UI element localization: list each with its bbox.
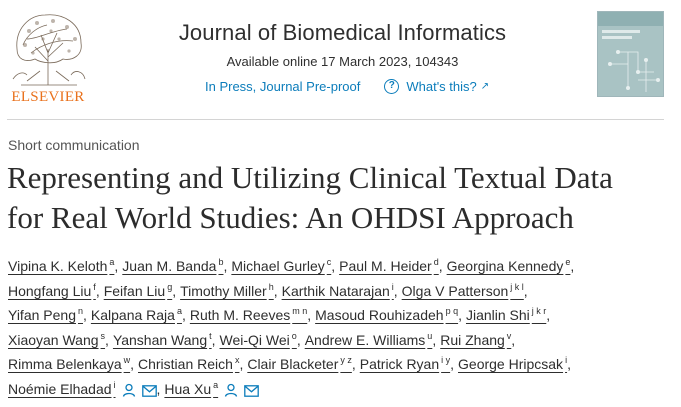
- author-affiliation-marker[interactable]: f: [93, 281, 96, 292]
- article-title-line-1: Representing and Utilizing Clinical Textual Data: [7, 160, 613, 195]
- author-name[interactable]: Christian Reich $^x$: [138, 355, 240, 372]
- author-name[interactable]: Juan M. Banda $^b$: [122, 257, 224, 274]
- author-name[interactable]: Clair Blacketer $^{y z}$: [247, 355, 352, 372]
- status-link[interactable]: In Press, Journal Pre-proof: [205, 78, 361, 94]
- author-affiliation-marker[interactable]: e: [565, 257, 571, 267]
- journal-cover-thumbnail[interactable]: [597, 11, 664, 97]
- author-line: [8, 279, 678, 304]
- author-name[interactable]: Andrew E. Williams $^u$: [304, 330, 433, 348]
- author-name[interactable]: Olga V Patterson $^{j k l}$: [401, 281, 524, 299]
- author-separator: ,: [105, 331, 109, 348]
- author-separator: ,: [181, 307, 186, 323]
- author-affiliation-marker[interactable]: j k l: [510, 281, 524, 292]
- author-name[interactable]: Rimma Belenkaya $^w$: [8, 355, 131, 372]
- author-name[interactable]: Kalpana Raja $^a$: [90, 306, 182, 323]
- author-line: [8, 328, 678, 353]
- author-affiliation-marker[interactable]: a: [213, 379, 219, 390]
- author-separator: ,: [331, 258, 336, 274]
- author-separator: ,: [450, 356, 455, 372]
- author-affiliation-marker[interactable]: m n: [292, 306, 308, 316]
- author-affiliation-marker[interactable]: i: [565, 355, 568, 365]
- author-line: [8, 303, 678, 328]
- author-name[interactable]: Xiaoyan Wang $^s$: [8, 330, 106, 348]
- author-separator: ,: [130, 356, 134, 372]
- header-divider: [7, 119, 664, 120]
- author-name[interactable]: George Hripcsak $^i$: [458, 355, 568, 372]
- article-title-line-2: for Real World Studies: An OHDSI Approach: [7, 200, 574, 235]
- author-list: [8, 254, 678, 401]
- author-name[interactable]: Michael Gurley $^c$: [231, 257, 332, 274]
- article-type: Short communication: [8, 137, 140, 153]
- author-separator: ,: [156, 380, 161, 397]
- author-separator: ,: [95, 282, 100, 299]
- author-name[interactable]: Wei-Qi Wei $^o$: [219, 330, 297, 348]
- author-separator: ,: [114, 258, 119, 274]
- person-icon[interactable]: [224, 380, 238, 405]
- author-separator: ,: [511, 331, 516, 348]
- author-affiliation-marker[interactable]: i: [113, 379, 116, 390]
- author-affiliation-marker[interactable]: d: [433, 257, 439, 267]
- author-affiliation-marker[interactable]: g: [167, 281, 173, 292]
- author-name[interactable]: Timothy Miller $^h$: [180, 281, 274, 299]
- author-name[interactable]: Hua Xu $^a$: [164, 379, 219, 397]
- author-separator: ,: [307, 307, 312, 323]
- author-name[interactable]: Karthik Natarajan $^i$: [281, 281, 394, 299]
- author-separator: ,: [570, 258, 575, 274]
- author-name[interactable]: Jianlin Shi $^{j k r}$: [465, 306, 547, 323]
- elsevier-tree-icon: [7, 9, 89, 87]
- author-affiliation-marker[interactable]: c: [326, 257, 332, 267]
- author-separator: ,: [223, 258, 228, 274]
- author-affiliation-marker[interactable]: p q: [445, 306, 459, 316]
- available-online-date: Available online 17 March 2023, 104343: [226, 54, 459, 69]
- question-circle-icon[interactable]: ?: [384, 79, 399, 94]
- author-separator: ,: [438, 258, 443, 274]
- author-affiliation-marker[interactable]: u: [427, 330, 433, 341]
- author-separator: ,: [296, 331, 301, 348]
- mail-icon[interactable]: [142, 380, 157, 405]
- author-separator: ,: [393, 282, 398, 299]
- author-affiliation-marker[interactable]: y z: [340, 355, 352, 365]
- author-affiliation-marker[interactable]: w: [123, 355, 131, 365]
- author-name[interactable]: Feifan Liu $^g$: [103, 281, 173, 299]
- author-name[interactable]: Noémie Elhadad $^i$: [8, 379, 116, 397]
- author-separator: ,: [546, 307, 551, 323]
- author-line: [8, 352, 678, 377]
- author-separator: ,: [458, 307, 462, 323]
- author-affiliation-marker[interactable]: h: [268, 281, 274, 292]
- author-affiliation-marker[interactable]: i y: [441, 355, 451, 365]
- author-affiliation-marker[interactable]: a: [176, 306, 182, 316]
- author-affiliation-marker[interactable]: a: [109, 257, 115, 267]
- author-affiliation-marker[interactable]: t: [209, 330, 212, 341]
- author-affiliation-marker[interactable]: j k r: [531, 306, 547, 316]
- author-separator: ,: [83, 307, 87, 323]
- author-separator: ,: [432, 331, 437, 348]
- author-separator: ,: [567, 356, 571, 372]
- author-name[interactable]: Yifan Peng $^n$: [8, 306, 83, 323]
- journal-header: [0, 0, 681, 120]
- author-separator: ,: [172, 282, 177, 299]
- person-icon[interactable]: [122, 380, 136, 405]
- elsevier-wordmark: ELSEVIER: [11, 89, 85, 105]
- author-separator: ,: [211, 331, 216, 348]
- elsevier-logo[interactable]: [7, 9, 89, 105]
- article-status-row: [205, 77, 489, 95]
- author-name[interactable]: Yanshan Wang $^t$: [112, 330, 212, 348]
- author-name[interactable]: Paul M. Heider $^d$: [339, 257, 439, 274]
- author-name[interactable]: Vipina K. Keloth $^a$: [8, 257, 115, 274]
- cover-image-icon: [598, 12, 663, 96]
- author-name[interactable]: Ruth M. Reeves $^{m n}$: [189, 306, 308, 323]
- author-name[interactable]: Georgina Kennedy $^e$: [446, 257, 571, 274]
- author-affiliation-marker[interactable]: n: [77, 306, 83, 316]
- author-affiliation-marker[interactable]: x: [234, 355, 240, 365]
- author-separator: ,: [273, 282, 278, 299]
- author-separator: ,: [239, 356, 244, 372]
- author-line: [8, 377, 678, 402]
- author-affiliation-marker[interactable]: v: [506, 330, 512, 341]
- author-name[interactable]: Patrick Ryan $^{i y}$: [359, 355, 451, 372]
- author-affiliation-marker[interactable]: o: [291, 330, 297, 341]
- author-affiliation-marker[interactable]: b: [218, 257, 224, 267]
- author-affiliation-marker[interactable]: s: [100, 330, 106, 341]
- article-title: [7, 158, 677, 238]
- author-separator: ,: [351, 356, 356, 372]
- journal-title[interactable]: Journal of Biomedical Informatics: [178, 20, 507, 45]
- author-name[interactable]: Hongfang Liu $^f$: [8, 281, 96, 299]
- whats-this-link[interactable]: What's this?: [406, 78, 477, 94]
- author-name[interactable]: Masoud Rouhizadeh $^{p q}$: [315, 306, 459, 323]
- author-affiliation-marker[interactable]: i: [391, 281, 394, 292]
- author-separator: ,: [523, 282, 528, 299]
- external-link-icon: ↗: [480, 80, 490, 92]
- author-line: [8, 254, 678, 279]
- author-name[interactable]: Rui Zhang $^v$: [440, 330, 512, 348]
- mail-icon[interactable]: [244, 380, 259, 405]
